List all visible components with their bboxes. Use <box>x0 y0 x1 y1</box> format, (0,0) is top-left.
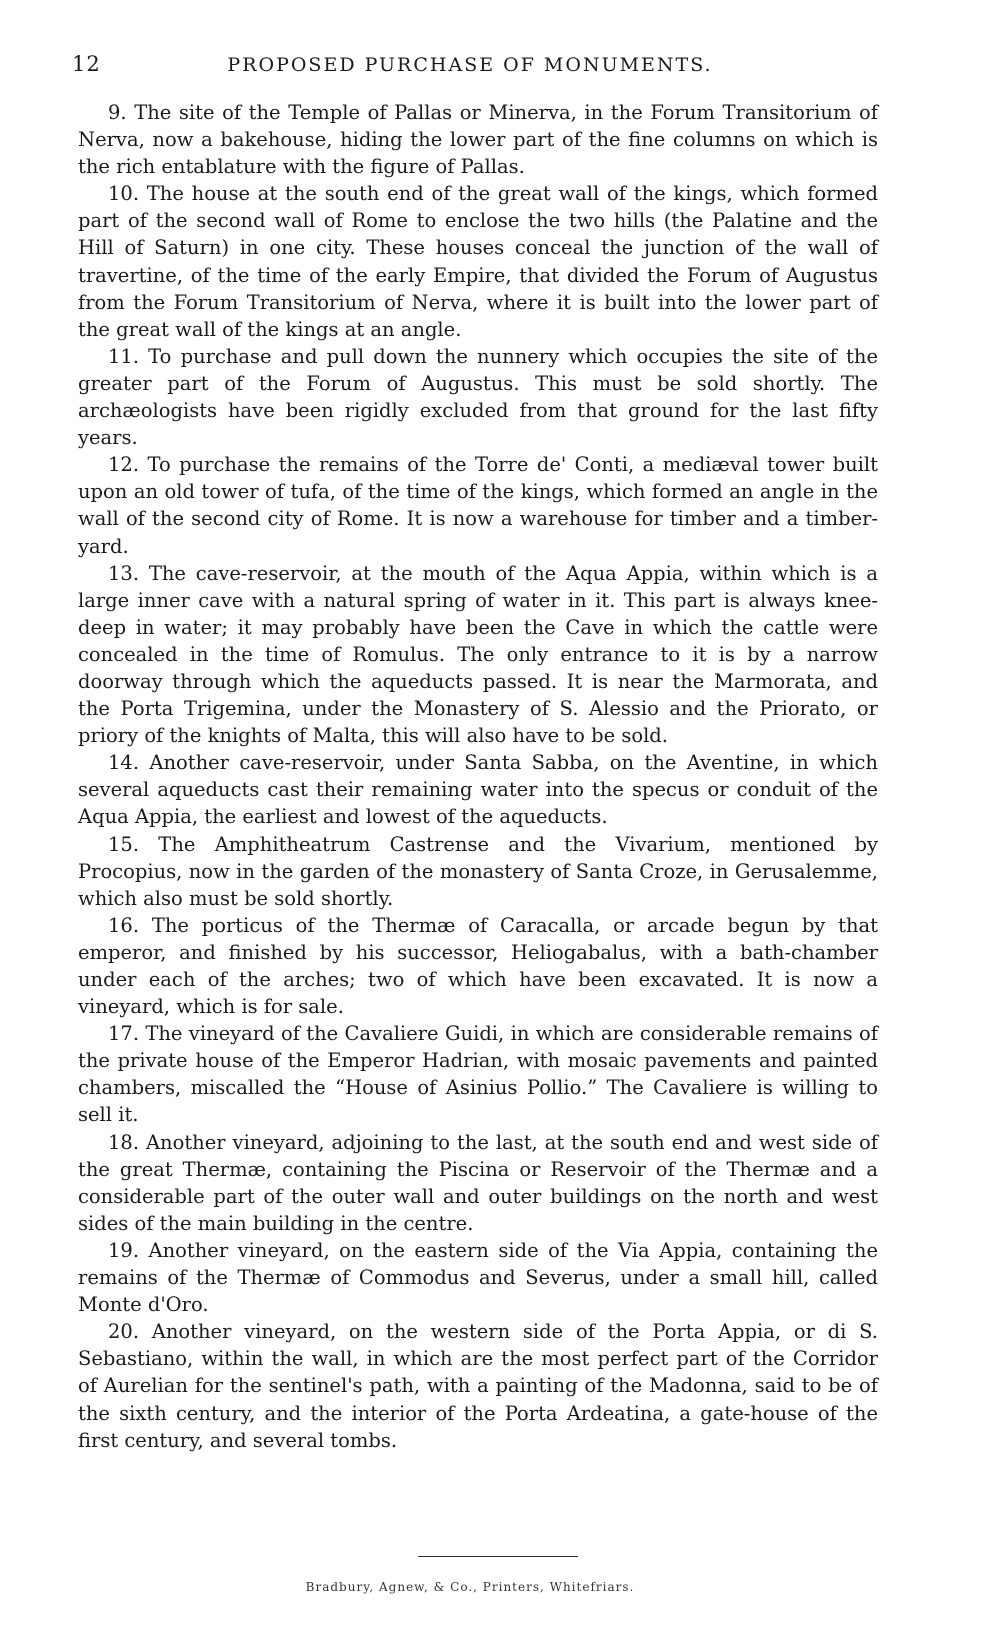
paragraph-14: 14. Another cave-reservoir, under Santa Sabba, on the Aventine, in which several aqueducts cast their remaining water into the specus or conduit of the Aqua Appia, the earliest and lowest of the aqueducts. <box>78 751 878 829</box>
printer-imprint: Bradbury, Agnew, & Co., Printers, Whitefriars. <box>305 1580 635 1594</box>
paragraph-16: 16. The porticus of the Thermæ of Caracalla, or arcade begun by that emperor, and finished by his successor, Heliogabalus, with a bath-chamber under each of the arches; two of which have been excavated. It is now a vineyard, which is for sale. <box>78 913 878 1019</box>
paragraph-19: 19. Another vineyard, on the eastern side of the Via Appia, containing the remains of the Thermæ of Commodus and Severus, under a small hill, called Monte d'Oro. <box>78 1238 878 1317</box>
body-text <box>78 99 878 1454</box>
paragraph-13: 13. The cave-reservoir, at the mouth of the Aqua Appia, within which is a large inner cave with a natural spring of water in it. This part is always knee-deep in water; it may probably have been the Cave in which the cattle were concealed in the time of Romulus. The only entrance to it is by a narrow doorway through which the aqueducts passed. It is near the Marmorata, and the Porta Trigemina, under the Monastery of S. Alessio and the Priorato, or priory of the knights of Malta, this will also have to be sold. <box>78 561 878 748</box>
paragraph-18: 18. Another vineyard, adjoining to the last, at the south end and west side of the great Thermæ, containing the Piscina or Reservoir of the Thermæ and a considerable part of the outer wall and outer buildings on the north and west sides of the main building in the centre. <box>78 1130 878 1235</box>
paragraph-10: 10. The house at the south end of the great wall of the kings, which formed part of the second wall of Rome to enclose the two hills (the Palatine and the Hill of Saturn) in one city. These houses conceal the junction of the wall of travertine, of the time of the early Empire, that divided the Forum of Augustus from the Forum Transitorium of Nerva, where it is built into the lower part of the great wall of the kings at an angle. <box>78 182 878 341</box>
page <box>60 52 880 1612</box>
running-head: PROPOSED PURCHASE OF MONUMENTS. <box>227 54 713 76</box>
paragraph-17: 17. The vineyard of the Cavaliere Guidi, in which are considerable remains of the private house of the Emperor Hadrian, with mosaic pavements and painted chambers, miscalled the “House of Asinius Pollio.” The Cavaliere is willing to sell it. <box>78 1022 878 1127</box>
paragraph-12: 12. To purchase the remains of the Torre de' Conti, a mediæval tower built upon an old tower of tufa, of the time of the kings, which formed an angle in the wall of the second city of Rome. It is now a warehouse for timber and a timber-yard. <box>78 453 878 558</box>
paragraph-9: 9. The site of the Temple of Pallas or Minerva, in the Forum Transitorium of Nerva, now a bakehouse, hiding the lower part of the fine columns on which is the rich entablature with the figure of Pallas. <box>78 101 878 179</box>
paragraph-20: 20. Another vineyard, on the western side of the Porta Appia, or di S. Sebastiano, within the wall, in which are the most perfect part of the Corridor of Aurelian for the sentinel's path, with a painting of the Madonna, said to be of the sixth century, and the interior of the Porta Ardeatina, a gate-house of the first century, and several tombs. <box>78 1320 878 1452</box>
page-header <box>60 52 880 88</box>
paragraph-11: 11. To purchase and pull down the nunnery which occupies the site of the greater part of the Forum of Augustus. This must be sold shortly. The archæologists have been rigidly excluded from that ground for the last fifty years. <box>78 344 878 450</box>
footer-rule <box>418 1556 578 1557</box>
page-number: 12 <box>72 52 101 76</box>
paragraph-15: 15. The Amphitheatrum Castrense and the Vivarium, mentioned by Procopius, now in the garden of the monastery of Santa Croze, in Gerusalemme, which also must be sold shortly. <box>78 832 878 910</box>
